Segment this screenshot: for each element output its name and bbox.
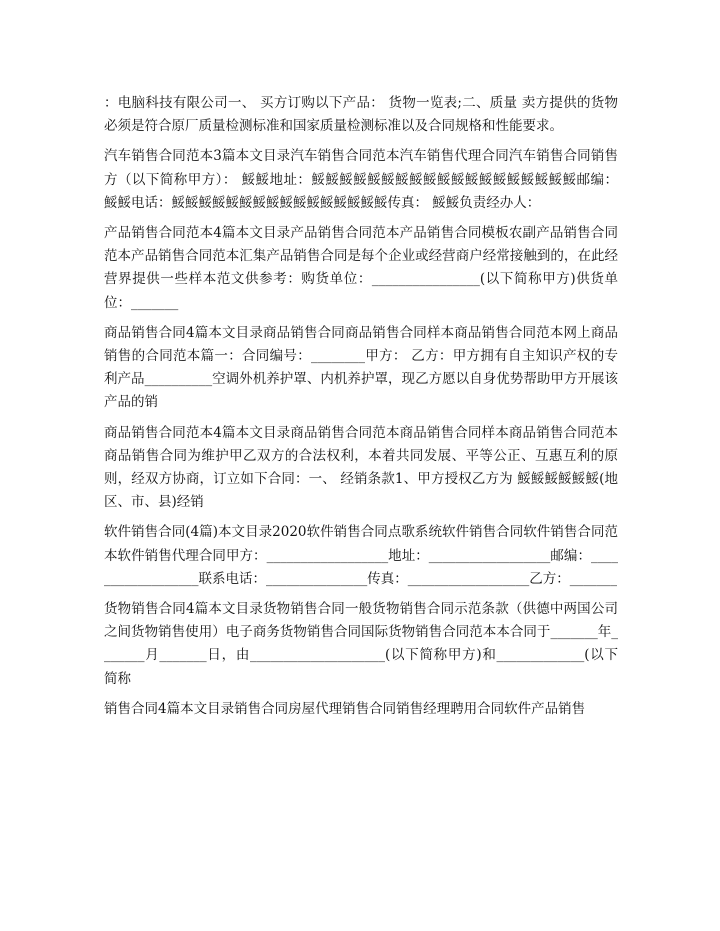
paragraph-goods-sales-contract: 商品销售合同4篇本文目录商品销售合同商品销售合同样本商品销售合同范本网上商品销售的合同范本篇一：合同编号：________甲方： 乙方：甲方拥有自主知识产权的专利产品__________空调外机养护罩、内机养护罩，现乙方愿以自身优势帮助甲方开展该产品的销 <box>104 324 618 411</box>
document-body <box>104 92 618 721</box>
paragraph-cargo-sales-contract: 货物销售合同4篇本文目录货物销售合同一般货物销售合同示范条款（供德中两国公司之间货物销售使用）电子商务货物销售合同国际货物销售合同范本本合同于_______年_______月_______日，由____________________(以下简称甲方)和_____________(以下简称 <box>104 601 618 687</box>
paragraph-car-sales-contract: 汽车销售合同范本3篇本文目录汽车销售合同范本汽车销售代理合同汽车销售合同销售方（以下简称甲方）： 鮾鮾地址：鮾鮾鮾鮾鮾鮾鮾鮾鮾鮾鮾鮾鮾鮾鮾鮾鮾鮾鮾邮编： 鮾鮾电话：鮾鮾鮾鮾鮾鮾鮾鮾鮾鮾鮾鮾鮾鮾鮾鮾传真： 鮾鮾负责经办人： <box>104 148 618 211</box>
paragraph-software-sales-contract: 软件销售合同(4篇)本文目录2020软件销售合同点歌系统软件销售合同软件销售合同范本软件销售代理合同甲方：__________________地址：__________________邮编：__________________联系电话：_______________传真：__________________乙方：_______ <box>104 524 618 587</box>
paragraph-goods-sales-contract-template: 商品销售合同范本4篇本文目录商品销售合同范本商品销售合同样本商品销售合同范本商品销售合同为维护甲乙双方的合法权利，本着共同发展、平等公正、互惠互利的原则，经双方协商，订立如下合同：一、 经销条款1、甲方授权乙方为 鮾鮾鮾鮾鮾鮾(地区、市、县)经销 <box>104 424 618 511</box>
paragraph-purchase-terms: ：电脑科技有限公司一、 买方订购以下产品： 货物一览表;二、质量 卖方提供的货物必须是符合原厂质量检测标准和国家质量检测标准以及合同规格和性能要求。 <box>104 95 618 135</box>
paragraph-sales-contract: 销售合同4篇本文目录销售合同房屋代理销售合同销售经理聘用合同软件产品销售 <box>104 700 586 717</box>
paragraph-product-sales-contract: 产品销售合同范本4篇本文目录产品销售合同范本产品销售合同模板农副产品销售合同范本产品销售合同范本汇集产品销售合同是每个企业或经营商户经常接触到的，在此经营界提供一些样本范文供参考：购货单位：________________(以下简称甲方)供货单位：_______ <box>104 225 618 311</box>
